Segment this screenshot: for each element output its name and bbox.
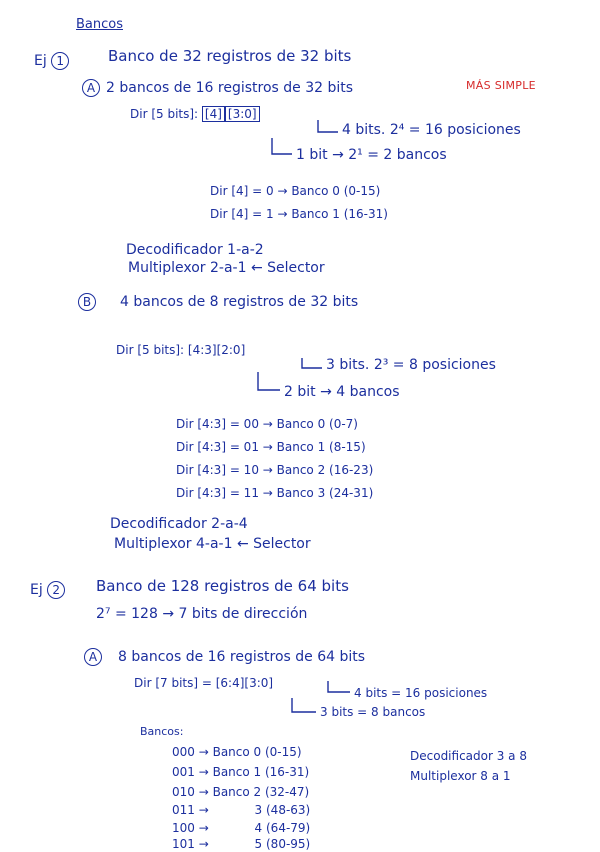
bank-row: 000 → Banco 0 (0-15) [172, 745, 302, 759]
option-a-text: 8 bancos de 16 registros de 64 bits [118, 649, 366, 665]
exercise-1-label [34, 52, 75, 70]
address-bits-equation: 2⁷ = 128 → 7 bits de dirección [96, 606, 308, 622]
dir-position-bits: [3:0] [225, 106, 260, 122]
bank-map-row: Dir [4:3] = 00 → Banco 0 (0-7) [176, 417, 358, 431]
option-b-text: 4 bancos de 8 registros de 32 bits [120, 294, 359, 310]
bank-row: 011 → 3 (48-63) [172, 803, 311, 817]
bank-bits-note: 1 bit → 2¹ = 2 bancos [296, 147, 447, 163]
position-bits-note: 4 bits = 16 posiciones [354, 686, 488, 700]
note-simple: MÁS SIMPLE [466, 79, 536, 92]
multiplexer-note: Multiplexor 8 a 1 [410, 769, 511, 783]
multiplexer-note: Multiplexor 2-a-1 ← Selector [128, 260, 325, 276]
option-a-text: 2 bancos de 16 registros de 32 bits [106, 80, 354, 96]
bank-map-row: Dir [4:3] = 10 → Banco 2 (16-23) [176, 463, 374, 477]
bank-row: 100 → 4 (64-79) [172, 821, 311, 835]
decoder-note: Decodificador 2-a-4 [110, 516, 248, 532]
bank-map-row: Dir [4] = 0 → Banco 0 (0-15) [210, 184, 381, 198]
exercise-number: 2 [47, 581, 65, 599]
bank-row: 010 → Banco 2 (32-47) [172, 785, 310, 799]
exercise-number: 1 [51, 52, 69, 70]
option-marker: B [78, 293, 96, 311]
dir-prefix: Dir [5 bits]: [130, 107, 202, 121]
bank-row: 001 → Banco 1 (16-31) [172, 765, 310, 779]
banks-label: Bancos: [140, 725, 184, 738]
bank-map-row: Dir [4] = 1 → Banco 1 (16-31) [210, 207, 388, 221]
bank-map-row: Dir [4:3] = 01 → Banco 1 (8-15) [176, 440, 366, 454]
exercise-2-label [30, 581, 71, 599]
multiplexer-note: Multiplexor 4-a-1 ← Selector [114, 536, 311, 552]
exercise-1-heading: Banco de 32 registros de 32 bits [108, 47, 352, 65]
address-split [130, 106, 260, 122]
option-marker: A [82, 79, 100, 97]
ej-label: Ej [34, 53, 47, 69]
decoder-note: Decodificador 3 a 8 [410, 749, 527, 763]
exercise-2-heading: Banco de 128 registros de 64 bits [96, 577, 349, 595]
address-split: Dir [7 bits] = [6:4][3:0] [134, 676, 274, 690]
position-bits-note: 3 bits. 2³ = 8 posiciones [326, 357, 496, 373]
address-split: Dir [5 bits]: [4:3][2:0] [116, 343, 246, 357]
bank-row: 101 → 5 (80-95) [172, 837, 311, 851]
option-b-heading [78, 293, 358, 311]
bank-bits-note: 3 bits = 8 bancos [320, 705, 426, 719]
position-bits-note: 4 bits. 2⁴ = 16 posiciones [342, 122, 521, 138]
bank-bits-note: 2 bit → 4 bancos [284, 384, 400, 400]
option-a-heading [82, 79, 353, 97]
option-a-heading [84, 648, 365, 666]
option-marker: A [84, 648, 102, 666]
ej-label: Ej [30, 582, 43, 598]
decoder-note: Decodificador 1-a-2 [126, 242, 264, 258]
bank-map-row: Dir [4:3] = 11 → Banco 3 (24-31) [176, 486, 374, 500]
page-title: Bancos [76, 17, 123, 32]
dir-bank-bit: [4] [202, 106, 225, 122]
